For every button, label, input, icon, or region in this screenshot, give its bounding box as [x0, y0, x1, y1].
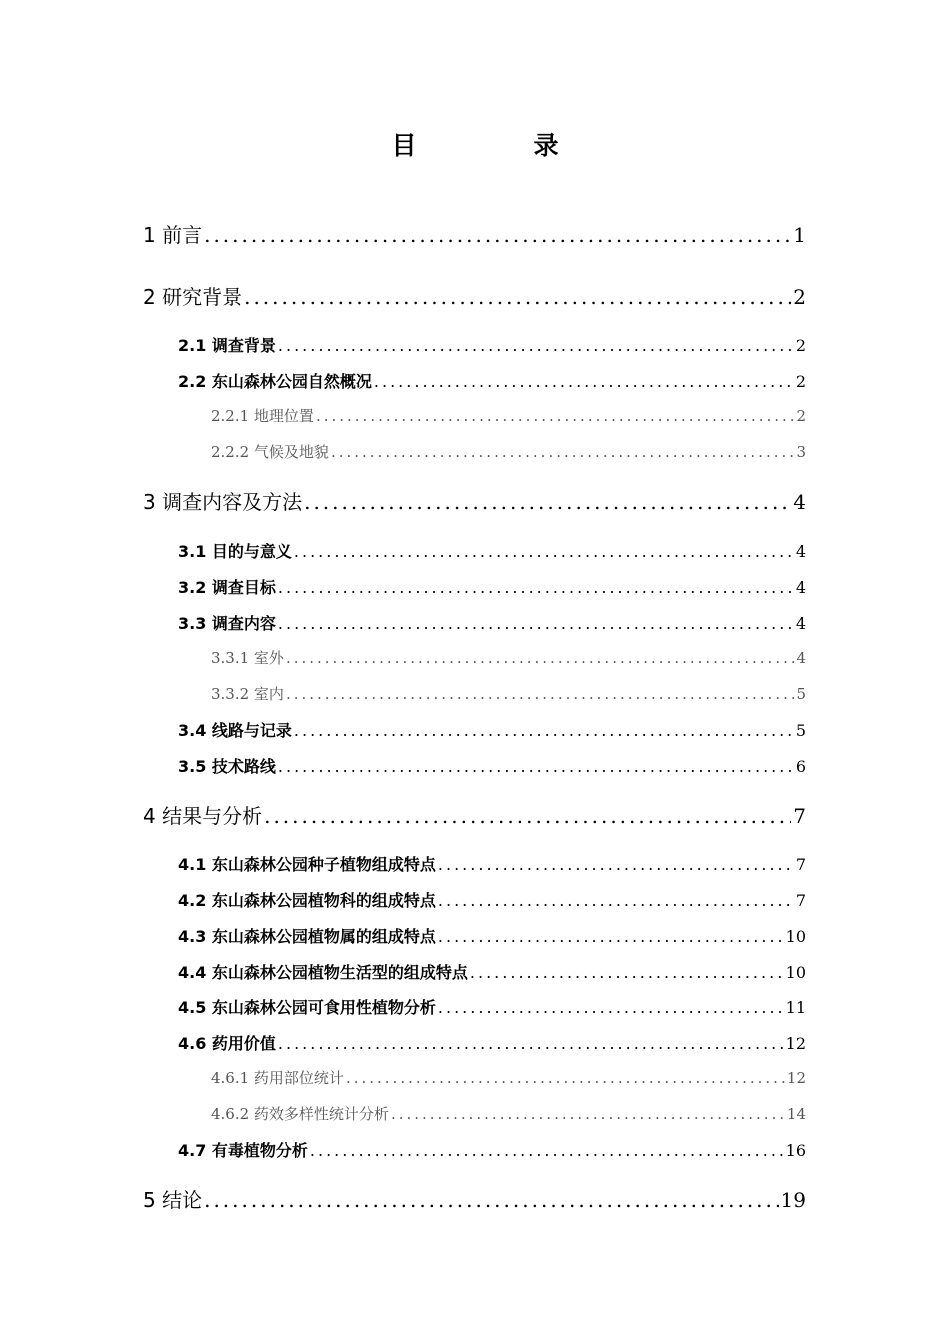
toc-entry-page: 12 — [786, 1069, 806, 1087]
toc-entry-page: 4 — [795, 542, 806, 561]
toc-entry-label: 4 结果与分析 — [143, 804, 263, 828]
toc-entry[interactable] — [143, 486, 806, 515]
dot-leader — [391, 1105, 785, 1123]
toc-entry-page: 19 — [780, 1188, 806, 1212]
toc-entry[interactable] — [178, 369, 806, 392]
toc-entry-label: 3.3 调查内容 — [178, 614, 276, 633]
toc-entry[interactable] — [143, 281, 806, 310]
toc-entry-label: 4.6.2 药效多样性统计分析 — [211, 1105, 389, 1123]
toc-entry[interactable] — [211, 1103, 806, 1124]
toc-entry-page: 1 — [793, 223, 806, 247]
toc-title: 目 录 — [391, 131, 605, 160]
toc-entry-label: 2.2.1 地理位置 — [211, 407, 314, 425]
toc-entry-page: 2 — [795, 336, 806, 355]
toc-entry[interactable] — [178, 960, 806, 983]
dot-leader — [294, 542, 794, 561]
dot-leader — [204, 223, 791, 247]
dot-leader — [316, 407, 795, 425]
toc-entry-page: 2 — [793, 285, 806, 309]
toc-entry[interactable] — [178, 333, 806, 356]
toc-entry-page: 5 — [796, 685, 806, 703]
toc-entry-label: 4.5 东山森林公园可食用性植物分析 — [178, 998, 436, 1017]
toc-entry-label: 3 调查内容及方法 — [143, 490, 303, 514]
toc-entry[interactable] — [211, 441, 806, 462]
toc-entry[interactable] — [178, 924, 806, 947]
toc-entry-label: 2.2.2 气候及地貌 — [211, 443, 329, 461]
dot-leader — [244, 285, 791, 309]
toc-entry[interactable] — [178, 718, 806, 741]
toc-entry-page: 4 — [796, 649, 806, 667]
toc-entry-label: 4.7 有毒植物分析 — [178, 1141, 308, 1160]
toc-entry[interactable] — [211, 405, 806, 426]
dot-leader — [304, 490, 791, 514]
toc-entry-label: 1 前言 — [143, 223, 203, 247]
toc-entry-label: 2.1 调查背景 — [178, 336, 276, 355]
toc-entry[interactable] — [178, 852, 806, 875]
toc-entry[interactable] — [178, 888, 806, 911]
toc-entry-label: 3.3.2 室内 — [211, 685, 284, 703]
toc-entry[interactable] — [178, 1031, 806, 1054]
toc-entry[interactable] — [178, 995, 806, 1018]
toc-entry[interactable] — [178, 611, 806, 634]
toc-entry-page: 2 — [795, 372, 806, 391]
toc-entry-label: 4.2 东山森林公园植物科的组成特点 — [178, 891, 436, 910]
dot-leader — [278, 578, 794, 597]
toc-entry-label: 4.6 药用价值 — [178, 1034, 276, 1053]
dot-leader — [278, 336, 794, 355]
toc-entry[interactable] — [211, 683, 806, 704]
dot-leader — [286, 649, 795, 667]
toc-entry-page: 10 — [785, 963, 806, 982]
dot-leader — [438, 855, 794, 874]
dot-leader — [294, 721, 794, 740]
toc-entry-label: 3.1 目的与意义 — [178, 542, 292, 561]
dot-leader — [438, 891, 794, 910]
dot-leader — [374, 372, 794, 391]
dot-leader — [278, 757, 794, 776]
toc-entry-label: 4.3 东山森林公园植物属的组成特点 — [178, 927, 436, 946]
dot-leader — [331, 443, 795, 461]
dot-leader — [278, 1034, 784, 1053]
dot-leader — [278, 614, 794, 633]
toc-entry-label: 3.4 线路与记录 — [178, 721, 292, 740]
toc-entry-page: 4 — [795, 578, 806, 597]
dot-leader — [204, 1188, 778, 1212]
toc-entry-page: 2 — [796, 407, 806, 425]
dot-leader — [346, 1069, 785, 1087]
toc-entry-label: 5 结论 — [143, 1188, 203, 1212]
dot-leader — [264, 804, 791, 828]
toc-entry-page: 6 — [795, 757, 806, 776]
toc-entry-page: 16 — [785, 1141, 806, 1160]
toc-entry[interactable] — [178, 754, 806, 777]
toc-entry-label: 3.5 技术路线 — [178, 757, 276, 776]
toc-entry-page: 4 — [793, 490, 806, 514]
toc-entry-label: 2.2 东山森林公园自然概况 — [178, 372, 372, 391]
dot-leader — [438, 927, 784, 946]
toc-entry-label: 2 研究背景 — [143, 285, 243, 309]
toc-entry-label: 4.6.1 药用部位统计 — [211, 1069, 344, 1087]
toc-entry-page: 7 — [795, 855, 806, 874]
toc-entry[interactable] — [211, 1067, 806, 1088]
toc-entry-label: 4.4 东山森林公园植物生活型的组成特点 — [178, 963, 468, 982]
toc-entry-page: 10 — [785, 927, 806, 946]
dot-leader — [470, 963, 784, 982]
dot-leader — [438, 998, 784, 1017]
toc-entry-page: 11 — [785, 998, 806, 1017]
toc-entry-label: 3.2 调查目标 — [178, 578, 276, 597]
toc-entry-label: 4.1 东山森林公园种子植物组成特点 — [178, 855, 436, 874]
toc-entry-page: 7 — [793, 804, 806, 828]
toc-entry[interactable] — [178, 575, 806, 598]
toc-entry-page: 4 — [795, 614, 806, 633]
toc-entry[interactable] — [178, 1138, 806, 1161]
toc-entry-label: 3.3.1 室外 — [211, 649, 284, 667]
toc-entry-page: 7 — [795, 891, 806, 910]
dot-leader — [310, 1141, 784, 1160]
toc-entry[interactable] — [143, 219, 806, 248]
toc-entry-page: 12 — [785, 1034, 806, 1053]
dot-leader — [286, 685, 795, 703]
toc-entry[interactable] — [178, 539, 806, 562]
toc-entry-page: 3 — [796, 443, 806, 461]
toc-entry-page: 14 — [786, 1105, 806, 1123]
toc-entry[interactable] — [211, 647, 806, 668]
toc-entry[interactable] — [143, 1184, 806, 1213]
toc-entry[interactable] — [143, 800, 806, 829]
toc-entry-page: 5 — [795, 721, 806, 740]
